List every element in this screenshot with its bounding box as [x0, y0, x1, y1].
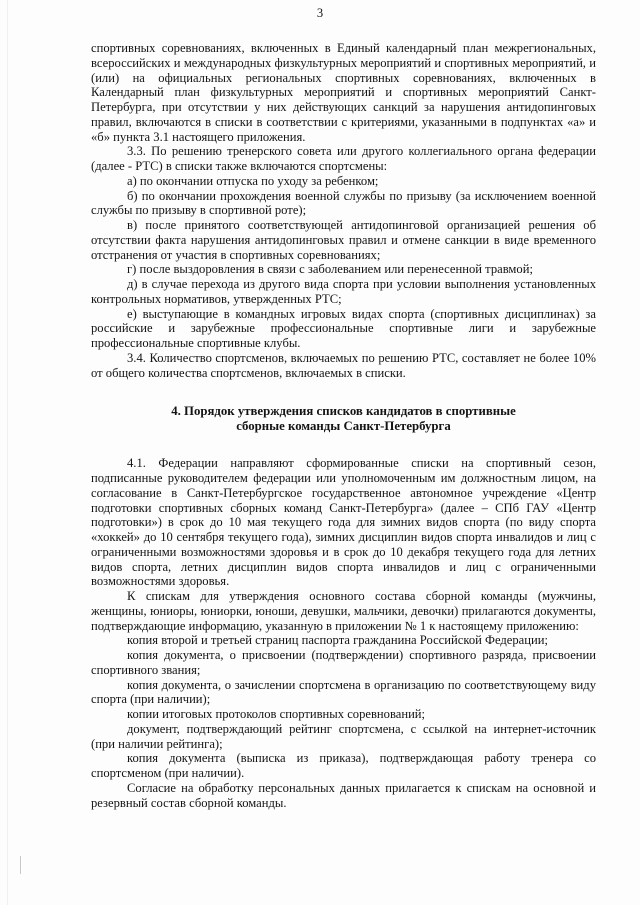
section-4-heading — [91, 404, 596, 434]
section-3-3-item-g: г) после выздоровления в связи с заболеванием или перенесенной травмой; — [127, 262, 533, 277]
consent-paragraph: Согласие на обработку персональных данных прилагается к спискам на основной и резервный состав сборной команды. — [91, 780, 596, 810]
section-4-1: 4.1. Федерации направляют сформированные списки на спортивный сезон, подписанные руководителем федерации или уполномоченным им должностным лицом, на согласование в Санкт-Петербургское государственное автономное учреждение «Центр подготовки спортивных сборных команд Санкт-Петербурга» (далее – СПб ГАУ «Центр подготовки») в срок до 10 мая текущего года для зимних видов спорта (по виду спорта «хоккей» до 10 сентября текущего года), зимних дисциплин видов спорта инвалидов и лиц с ограниченными возможностями здоровья и в срок до 10 декабря текущего года для летних видов спорта, летних дисциплин видов спорта инвалидов и лиц с ограниченными возможностями здоровья. — [91, 456, 596, 589]
document-item-enrollment: копия документа, о зачислении спортсмена в организацию по соответствующему виду спорта (при наличии); — [91, 677, 596, 707]
page-number: 3 — [316, 6, 324, 20]
document-item-rating: документ, подтверждающий рейтинг спортсмена, с ссылкой на интернет-источник (при наличии рейтинга); — [91, 721, 596, 751]
section-4-heading-line-2: сборные команды Санкт-Петербурга — [236, 419, 451, 434]
section-4-heading-line-1: 4. Порядок утверждения списков кандидатов в спортивные — [171, 404, 516, 419]
section-3-3-item-d: д) в случае перехода из другого вида спорта при условии выполнения установленных контрольных нормативов, утвержденных РТС; — [91, 277, 596, 306]
document-item-passport: копия второй и третьей страниц паспорта гражданина Российской Федерации; — [127, 633, 548, 648]
section-3-3-item-b: б) по окончании прохождения военной службы по призыву (за исключением военной службы по призыву в спортивной роте); — [91, 188, 596, 218]
section-3-3-item-e: е) выступающие в командных игровых видах спорта (спортивных дисциплинах) за российские и зарубежные профессиональные спортивные лиги и зарубежные профессиональные спортивные клубы. — [91, 306, 596, 350]
document-body — [91, 41, 596, 810]
document-item-coach-order: копия документа (выписка из приказа), подтверждающая работу тренера со спортсменом (при наличии). — [91, 751, 596, 780]
document-item-protocols: копии итоговых протоколов спортивных соревнований; — [127, 707, 426, 721]
scan-edge-line — [7, 0, 8, 905]
documents-lead: К спискам для утверждения основного состава сборной команды (мужчины, женщины, юниоры, юниорки, юноши, девушки, мальчики, девочки) прилагаются документы, подтверждающие информацию, указанную в приложении № 1 к настоящему приложению: — [91, 589, 596, 633]
section-3-3-lead: 3.3. По решению тренерского совета или другого коллегиального органа федерации (далее - РТС) в списки также включаются спортсмены: — [91, 144, 596, 173]
section-3-3-item-v: в) после принятого соответствующей антидопинговой организацией решения об отсутствии факта нарушения антидопинговых правил и отмене санкции в виде временного отстранения от участия в спортивных соревнованиях; — [91, 218, 596, 262]
section-3-4: 3.4. Количество спортсменов, включаемых по решению РТС, составляет не более 10% от общего количества спортсменов, включаемых в списки. — [91, 350, 596, 380]
intro-paragraph: спортивных соревнованиях, включенных в Единый календарный план межрегиональных, всероссийских и международных физкультурных мероприятий и спортивных мероприятий, и (или) на официальных региональных спортивных соревнованиях, включенных в Календарный план физкультурных мероприятий и спортивных мероприятий Санкт-Петербурга, при отсутствии у них действующих санкций за нарушения антидопинговых правил, включаются в списки в соответствии с критериями, указанными в подпунктах «а» и «б» пункта 3.1 настоящего приложения. — [91, 41, 596, 144]
document-item-sport-rank: копия документа, о присвоении (подтверждении) спортивного разряда, присвоении спортивного звания; — [91, 648, 596, 677]
scan-mark — [20, 856, 21, 874]
section-3-3-item-a: а) по окончании отпуска по уходу за ребенком; — [127, 173, 379, 188]
